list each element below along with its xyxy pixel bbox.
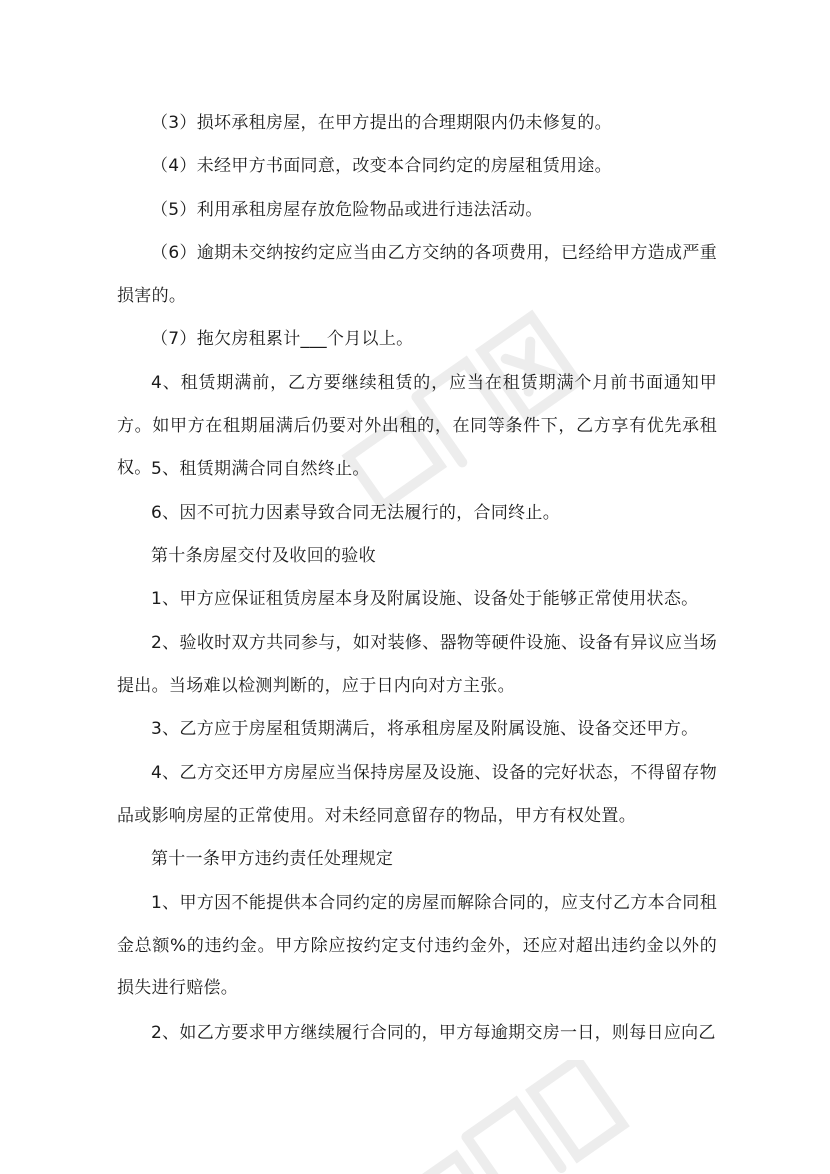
section-10-item-4: 4、乙方交还甲方房屋应当保持房屋及设施、设备的完好状态，不得留存物品或影响房屋的正常使用。对未经同意留存的物品，甲方有权处置。 <box>117 763 717 826</box>
clause-5: （5）利用承租房屋存放危险物品或进行违法活动。 <box>151 200 543 220</box>
clause-3: （3）损坏承租房屋，在甲方提出的合理期限内仍未修复的。 <box>151 113 612 133</box>
watermark-mark-lower <box>360 1060 640 1174</box>
item-6-force-majeure: 6、因不可抗力因素导致合同无法履行的，合同终止。 <box>151 503 561 523</box>
clause-6: （6）逾期未交纳按约定应当由乙方交纳的各项费用，已经给甲方造成严重损害的。 <box>117 243 717 306</box>
item-4-renewal: 4、租赁期满前，乙方要继续租赁的，应当在租赁期满个月前书面通知甲方。如甲方在租期届满后仍要对外出租的，在同等条件下，乙方享有优先承租权。 <box>117 373 717 478</box>
section-11-item-1: 1、甲方因不能提供本合同约定的房屋而解除合同的，应支付乙方本合同租金总额%的违约金。甲方除应按约定支付违约金外，还应对超出违约金以外的损失进行赔偿。 <box>117 893 717 998</box>
section-10-heading: 第十条房屋交付及收回的验收 <box>151 546 376 566</box>
section-10-item-1: 1、甲方应保证租赁房屋本身及附属设施、设备处于能够正常使用状态。 <box>151 589 699 609</box>
section-11-item-2: 2、如乙方要求甲方继续履行合同的，甲方每逾期交房一日，则每日应向乙 <box>151 1023 716 1043</box>
clause-7: （7）拖欠房租累计___个月以上。 <box>151 329 414 349</box>
item-5-expiry: 5、租赁期满合同自然终止。 <box>151 459 370 479</box>
section-10-item-2: 2、验收时双方共同参与，如对装修、器物等硬件设施、设备有异议应当场提出。当场难以检测判断的，应于日内向对方主张。 <box>117 633 717 696</box>
clause-4: （4）未经甲方书面同意，改变本合同约定的房屋租赁用途。 <box>151 156 612 176</box>
section-10-item-3: 3、乙方应于房屋租赁期满后，将承租房屋及附属设施、设备交还甲方。 <box>151 719 699 739</box>
section-11-heading: 第十一条甲方违约责任处理规定 <box>151 849 394 869</box>
